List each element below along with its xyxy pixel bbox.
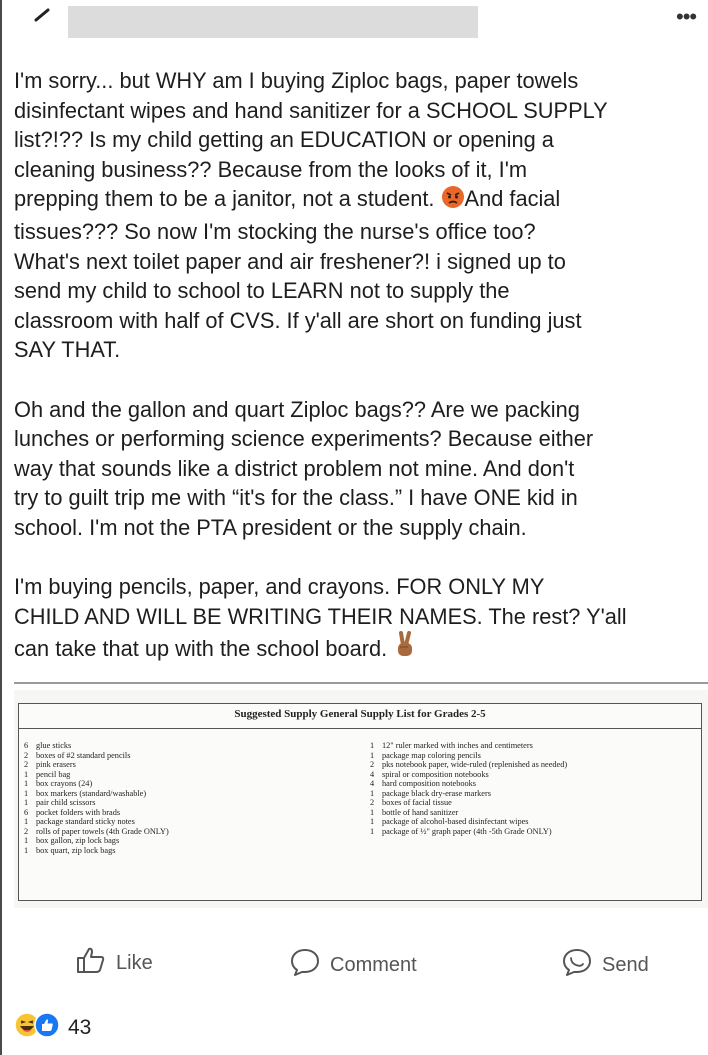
- comment-bubble-icon: [290, 948, 320, 982]
- supply-item-quantity: 1: [24, 836, 29, 846]
- supply-item-quantity: 2: [24, 760, 29, 770]
- supply-item-name: box gallon, zip lock bags: [36, 836, 120, 846]
- supply-item-quantity: 1: [24, 846, 29, 856]
- supply-item-quantity: 1: [24, 817, 29, 827]
- reactions-summary[interactable]: [14, 1012, 91, 1043]
- left-border: [0, 0, 2, 1055]
- supply-item-name: boxes of facial tissue: [382, 798, 452, 808]
- supply-list-item: [370, 770, 567, 780]
- victory-hand-emoji: [393, 631, 417, 667]
- like-button[interactable]: [76, 946, 153, 980]
- chevron-left-icon[interactable]: [22, 6, 52, 28]
- supply-item-quantity: 6: [24, 741, 29, 750]
- supply-item-quantity: 4: [370, 779, 375, 789]
- reaction-count: 43: [68, 1015, 92, 1039]
- supply-item-name: package of ½" graph paper (4th -5th Grade ONLY): [382, 826, 552, 836]
- supply-item-quantity: 1: [370, 817, 375, 827]
- comment-button[interactable]: [290, 948, 417, 982]
- supply-list-item: [24, 751, 169, 761]
- supply-list-item: [370, 817, 567, 827]
- supply-item-quantity: 2: [370, 798, 375, 808]
- supply-item-quantity: 1: [370, 788, 375, 798]
- supply-list-item: [24, 770, 169, 780]
- supply-list-item: [370, 808, 567, 818]
- supply-list-item: [24, 817, 169, 827]
- supply-item-name: pair child scissors: [36, 798, 96, 808]
- supply-item-name: spiral or composition notebooks: [382, 769, 489, 779]
- post-paragraph-1: I'm sorry... but WHY am I buying Ziploc bags, paper towels disinfectant wipes and hand sanitizer for a SCHOOL SUPPLY list?!?? Is my child getting an EDUCATION or opening a cleaning business?? Because from the looks of it, I'm prepping them to be a janitor, not a student. And facial tissues??? So now I'm stocking the nurse's office too? What's next toilet paper and air freshener?! i signed up to send my child to school to LEARN not to supply the classroom with half of CVS. If y'all are short on funding just SAY THAT.: [14, 68, 608, 363]
- supply-list-right-column: [370, 741, 567, 836]
- supply-item-name: pencil bag: [36, 769, 71, 779]
- supply-list-item: [370, 789, 567, 799]
- supply-list-item: [24, 760, 169, 770]
- supply-list-item: [370, 741, 567, 751]
- supply-list-item: [370, 751, 567, 761]
- supply-item-quantity: 1: [370, 741, 375, 750]
- supply-item-quantity: 2: [370, 760, 375, 770]
- supply-item-quantity: 6: [24, 807, 29, 817]
- supply-item-quantity: 1: [24, 779, 29, 789]
- send-label: Send: [602, 953, 649, 976]
- supply-item-quantity: 1: [370, 750, 375, 760]
- supply-item-name: package of alcohol-based disinfectant wipes: [382, 817, 529, 827]
- supply-item-quantity: 2: [24, 826, 29, 836]
- top-bar: [0, 0, 708, 48]
- supply-list-item: [370, 779, 567, 789]
- supply-list-left-column: [24, 741, 169, 856]
- action-bar: [0, 938, 708, 982]
- supply-list-item: [370, 760, 567, 770]
- supply-item-name: boxes of #2 standard pencils: [36, 750, 131, 760]
- supply-item-name: rolls of paper towels (4th Grade ONLY): [36, 826, 169, 836]
- supply-item-name: box quart, zip lock bags: [36, 846, 116, 856]
- supply-list-item: [24, 798, 169, 808]
- supply-list-title: Suggested Supply General Supply List for Grades 2-5: [234, 708, 486, 720]
- supply-item-name: package map coloring pencils: [382, 750, 481, 760]
- supply-list-item: [24, 836, 169, 846]
- redacted-author-name: [68, 6, 478, 38]
- comment-label: Comment: [330, 953, 417, 976]
- supply-list-item: [24, 846, 169, 856]
- messenger-icon: [562, 948, 592, 982]
- supply-item-name: 12" ruler marked with inches and centimeters: [382, 741, 533, 750]
- supply-list-item: [24, 779, 169, 789]
- supply-item-quantity: 2: [24, 750, 29, 760]
- supply-list-item: [24, 741, 169, 751]
- supply-item-name: glue sticks: [36, 741, 72, 750]
- supply-item-name: pocket folders with brads: [36, 807, 121, 817]
- supply-list-image: [18, 703, 702, 901]
- like-reaction-icon: [34, 1012, 60, 1043]
- supply-item-name: pink erasers: [36, 760, 76, 770]
- supply-item-quantity: 1: [24, 788, 29, 798]
- supply-item-name: bottle of hand sanitizer: [382, 807, 459, 817]
- supply-item-name: box crayons (24): [36, 779, 93, 789]
- divider: [14, 682, 708, 684]
- send-button[interactable]: [562, 948, 649, 982]
- post-paragraph-2: Oh and the gallon and quart Ziploc bags?? Are we packing lunches or performing science experiments? Because either way that sounds like a district problem not mine. And don't try to guilt trip me with “it's for the class.” I have ONE kid in school. I'm not the PTA president or the supply chain.: [14, 396, 594, 540]
- supply-item-name: pks notebook paper, wide-ruled (replenished as needed): [382, 760, 568, 770]
- more-dots-icon[interactable]: •••: [676, 4, 697, 29]
- supply-item-quantity: 1: [24, 769, 29, 779]
- supply-list-item: [370, 827, 567, 837]
- supply-list-item: [370, 798, 567, 808]
- supply-item-name: package black dry-erase markers: [382, 788, 491, 798]
- supply-item-quantity: 1: [370, 826, 375, 836]
- angry-face-emoji: [441, 185, 465, 217]
- supply-item-quantity: 1: [24, 798, 29, 808]
- supply-item-name: hard composition notebooks: [382, 779, 477, 789]
- supply-list-item: [24, 827, 169, 837]
- supply-item-quantity: 4: [370, 769, 375, 779]
- post-paragraph-3: I'm buying pencils, paper, and crayons. FOR ONLY MY CHILD AND WILL BE WRITING THEIR NAMES. The rest? Y'all can take that up with the school board.: [14, 572, 704, 667]
- supply-list-item: [24, 789, 169, 799]
- supply-list-item: [24, 808, 169, 818]
- supply-item-name: package standard sticky notes: [36, 817, 135, 827]
- post-text: [14, 66, 704, 696]
- supply-list-rule: [19, 728, 701, 729]
- thumbs-up-icon: [76, 946, 106, 980]
- like-label: Like: [116, 951, 153, 974]
- supply-item-quantity: 1: [370, 807, 375, 817]
- supply-item-name: box markers (standard/washable): [36, 788, 147, 798]
